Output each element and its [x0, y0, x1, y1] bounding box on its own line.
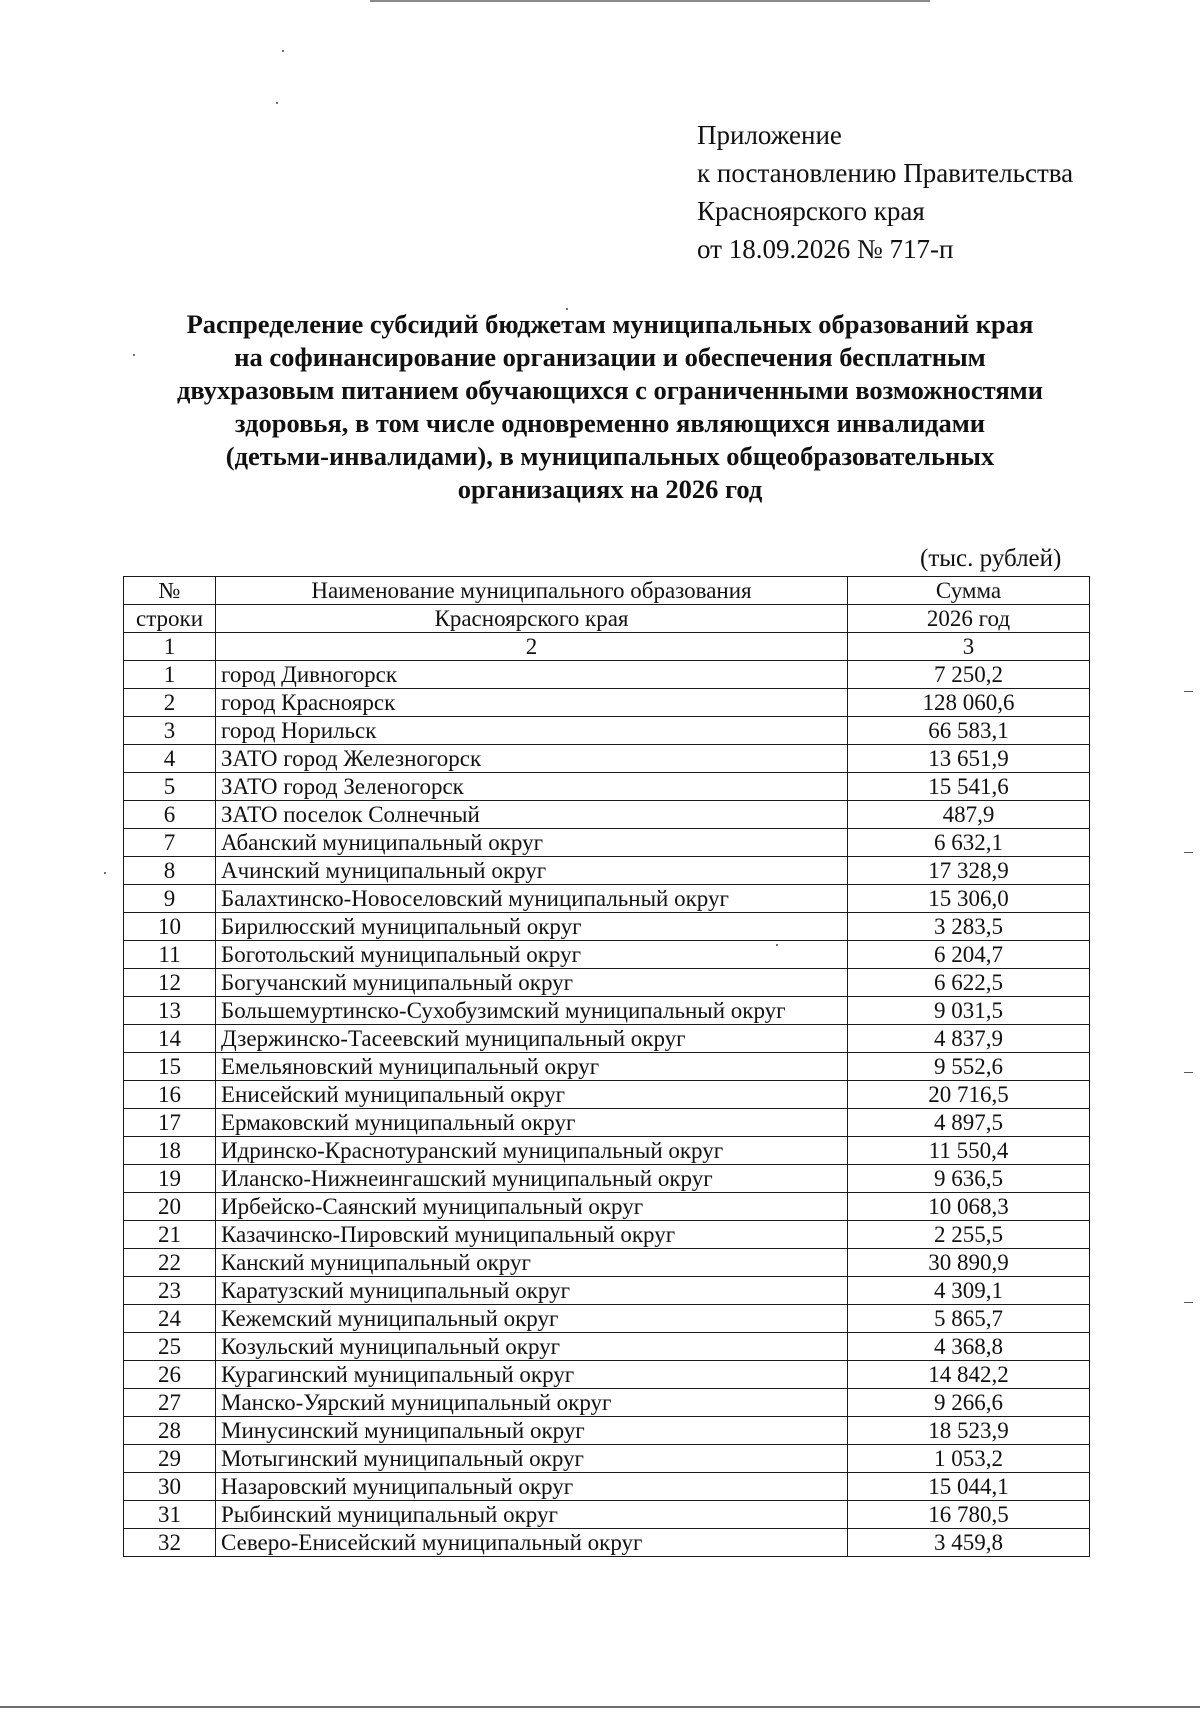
- municipality-name: Рыбинский муниципальный округ: [216, 1501, 848, 1529]
- row-number: 25: [124, 1333, 216, 1361]
- table-row: [124, 1501, 1090, 1529]
- row-number: 20: [124, 1193, 216, 1221]
- table-row: [124, 997, 1090, 1025]
- scan-speck: [104, 872, 106, 874]
- row-number: 29: [124, 1445, 216, 1473]
- subsidy-amount: 6 622,5: [848, 969, 1090, 997]
- municipality-name: Каратузский муниципальный округ: [216, 1277, 848, 1305]
- scan-speck: [276, 102, 278, 104]
- table-row: [124, 1277, 1090, 1305]
- table-row: [124, 885, 1090, 913]
- subsidy-amount: 487,9: [848, 801, 1090, 829]
- subsidy-amount: 66 583,1: [848, 717, 1090, 745]
- municipality-name: Идринско-Краснотуранский муниципальный округ: [216, 1137, 848, 1165]
- table-row: [124, 1109, 1090, 1137]
- municipality-name: город Дивногорск: [216, 661, 848, 689]
- subsidy-amount: 30 890,9: [848, 1249, 1090, 1277]
- municipality-name: Енисейский муниципальный округ: [216, 1081, 848, 1109]
- table-row: [124, 857, 1090, 885]
- margin-tick: [1184, 852, 1193, 853]
- row-number: 7: [124, 829, 216, 857]
- scan-edge-top: [370, 0, 930, 2]
- table-row: [124, 1361, 1090, 1389]
- document-title: [120, 308, 1100, 506]
- municipality-name: Казачинско-Пировский муниципальный округ: [216, 1221, 848, 1249]
- municipality-name: Минусинский муниципальный округ: [216, 1417, 848, 1445]
- municipality-name: Канский муниципальный округ: [216, 1249, 848, 1277]
- subsidy-amount: 13 651,9: [848, 745, 1090, 773]
- subsidy-amount: 4 897,5: [848, 1109, 1090, 1137]
- table-header-row: [124, 605, 1090, 633]
- table-row: [124, 661, 1090, 689]
- title-line: организациях на 2026 год: [457, 474, 763, 504]
- header-amount: 2026 год: [848, 605, 1090, 633]
- appendix-line: Приложение: [697, 120, 842, 150]
- column-number: 1: [124, 633, 216, 661]
- subsidy-amount: 15 541,6: [848, 773, 1090, 801]
- row-number: 26: [124, 1361, 216, 1389]
- header-row-number: №: [124, 577, 216, 605]
- row-number: 21: [124, 1221, 216, 1249]
- row-number: 24: [124, 1305, 216, 1333]
- subsidy-amount: 10 068,3: [848, 1193, 1090, 1221]
- subsidy-amount: 16 780,5: [848, 1501, 1090, 1529]
- subsidy-amount: 9 636,5: [848, 1165, 1090, 1193]
- row-number: 28: [124, 1417, 216, 1445]
- table-row: [124, 1193, 1090, 1221]
- row-number: 27: [124, 1389, 216, 1417]
- unit-note: (тыс. рублей): [920, 545, 1062, 572]
- table-row: [124, 913, 1090, 941]
- municipality-name: Иланско-Нижнеингашский муниципальный округ: [216, 1165, 848, 1193]
- municipality-name: Курагинский муниципальный округ: [216, 1361, 848, 1389]
- table-row: [124, 689, 1090, 717]
- municipality-name: город Норильск: [216, 717, 848, 745]
- table-row: [124, 941, 1090, 969]
- subsidy-amount: 5 865,7: [848, 1305, 1090, 1333]
- row-number: 3: [124, 717, 216, 745]
- scan-speck: [282, 50, 284, 52]
- table-row: [124, 1025, 1090, 1053]
- row-number: 30: [124, 1473, 216, 1501]
- table-row: [124, 1529, 1090, 1557]
- subsidy-amount: 4 837,9: [848, 1025, 1090, 1053]
- subsidy-amount: 4 368,8: [848, 1333, 1090, 1361]
- municipality-name: ЗАТО город Железногорск: [216, 745, 848, 773]
- table-row: [124, 1473, 1090, 1501]
- municipality-name: Манско-Уярский муниципальный округ: [216, 1389, 848, 1417]
- subsidy-amount: 7 250,2: [848, 661, 1090, 689]
- row-number: 11: [124, 941, 216, 969]
- margin-tick: [1184, 1302, 1193, 1303]
- table-row: [124, 1221, 1090, 1249]
- header-row-number: строки: [124, 605, 216, 633]
- subsidy-amount: 9 552,6: [848, 1053, 1090, 1081]
- header-municipality: Красноярского края: [216, 605, 848, 633]
- row-number: 16: [124, 1081, 216, 1109]
- table-row: [124, 1445, 1090, 1473]
- subsidy-amount: 15 044,1: [848, 1473, 1090, 1501]
- municipality-name: Ирбейско-Саянский муниципальный округ: [216, 1193, 848, 1221]
- subsidy-amount: 128 060,6: [848, 689, 1090, 717]
- subsidy-amount: 11 550,4: [848, 1137, 1090, 1165]
- subsidy-amount: 3 283,5: [848, 913, 1090, 941]
- municipality-name: ЗАТО поселок Солнечный: [216, 801, 848, 829]
- row-number: 2: [124, 689, 216, 717]
- table-row: [124, 1305, 1090, 1333]
- municipality-name: Емельяновский муниципальный округ: [216, 1053, 848, 1081]
- subsidy-amount: 15 306,0: [848, 885, 1090, 913]
- subsidy-amount: 9 031,5: [848, 997, 1090, 1025]
- subsidy-amount: 6 632,1: [848, 829, 1090, 857]
- table-row: [124, 1137, 1090, 1165]
- title-line: Распределение субсидий бюджетам муниципальных образований края: [186, 309, 1034, 339]
- row-number: 18: [124, 1137, 216, 1165]
- subsidy-amount: 18 523,9: [848, 1417, 1090, 1445]
- subsidy-amount: 17 328,9: [848, 857, 1090, 885]
- municipality-name: Мотыгинский муниципальный округ: [216, 1445, 848, 1473]
- row-number: 23: [124, 1277, 216, 1305]
- margin-tick: [1184, 691, 1193, 692]
- row-number: 32: [124, 1529, 216, 1557]
- appendix-line: к постановлению Правительства: [697, 158, 1074, 188]
- municipality-name: Кежемский муниципальный округ: [216, 1305, 848, 1333]
- column-numbers-row: [124, 633, 1090, 661]
- municipality-name: город Красноярск: [216, 689, 848, 717]
- table-row: [124, 801, 1090, 829]
- row-number: 13: [124, 997, 216, 1025]
- scan-edge-bottom: [0, 1706, 1200, 1708]
- table-row: [124, 829, 1090, 857]
- municipality-name: Ачинский муниципальный округ: [216, 857, 848, 885]
- appendix-block: [697, 116, 1073, 268]
- municipality-name: Бирилюсский муниципальный округ: [216, 913, 848, 941]
- row-number: 12: [124, 969, 216, 997]
- municipality-name: Ермаковский муниципальный округ: [216, 1109, 848, 1137]
- table-row: [124, 1417, 1090, 1445]
- table-row: [124, 969, 1090, 997]
- table-row: [124, 717, 1090, 745]
- column-number: 3: [848, 633, 1090, 661]
- table-row: [124, 1249, 1090, 1277]
- municipality-name: Дзержинско-Тасеевский муниципальный округ: [216, 1025, 848, 1053]
- subsidy-amount: 14 842,2: [848, 1361, 1090, 1389]
- row-number: 9: [124, 885, 216, 913]
- row-number: 14: [124, 1025, 216, 1053]
- row-number: 22: [124, 1249, 216, 1277]
- municipality-name: ЗАТО город Зеленогорск: [216, 773, 848, 801]
- subsidy-amount: 3 459,8: [848, 1529, 1090, 1557]
- subsidy-amount: 9 266,6: [848, 1389, 1090, 1417]
- municipality-name: Большемуртинско-Сухобузимский муниципальный округ: [216, 997, 848, 1025]
- row-number: 6: [124, 801, 216, 829]
- row-number: 17: [124, 1109, 216, 1137]
- table-row: [124, 1333, 1090, 1361]
- municipality-name: Северо-Енисейский муниципальный округ: [216, 1529, 848, 1557]
- title-line: (детьми-инвалидами), в муниципальных общеобразовательных: [225, 441, 995, 471]
- title-line: двухразовым питанием обучающихся с ограниченными возможностями: [176, 375, 1044, 405]
- row-number: 31: [124, 1501, 216, 1529]
- municipality-name: Абанский муниципальный округ: [216, 829, 848, 857]
- table-row: [124, 1081, 1090, 1109]
- appendix-line: от 18.09.2026 № 717-п: [697, 234, 954, 264]
- row-number: 19: [124, 1165, 216, 1193]
- subsidy-table: [123, 576, 1090, 1557]
- municipality-name: Назаровский муниципальный округ: [216, 1473, 848, 1501]
- table-header-row: [124, 577, 1090, 605]
- table-row: [124, 745, 1090, 773]
- subsidy-amount: 1 053,2: [848, 1445, 1090, 1473]
- subsidy-amount: 20 716,5: [848, 1081, 1090, 1109]
- subsidy-amount: 2 255,5: [848, 1221, 1090, 1249]
- table-row: [124, 1389, 1090, 1417]
- municipality-name: Козульский муниципальный округ: [216, 1333, 848, 1361]
- subsidy-amount: 4 309,1: [848, 1277, 1090, 1305]
- header-municipality: Наименование муниципального образования: [216, 577, 848, 605]
- row-number: 1: [124, 661, 216, 689]
- table-row: [124, 1165, 1090, 1193]
- municipality-name: Богучанский муниципальный округ: [216, 969, 848, 997]
- title-line: здоровья, в том числе одновременно являющихся инвалидами: [234, 408, 986, 438]
- table-row: [124, 773, 1090, 801]
- appendix-line: Красноярского края: [697, 196, 925, 226]
- row-number: 4: [124, 745, 216, 773]
- row-number: 10: [124, 913, 216, 941]
- margin-tick: [1184, 1072, 1193, 1073]
- header-amount: Сумма: [848, 577, 1090, 605]
- column-number: 2: [216, 633, 848, 661]
- row-number: 5: [124, 773, 216, 801]
- municipality-name: Балахтинско-Новоселовский муниципальный округ: [216, 885, 848, 913]
- subsidy-amount: 6 204,7: [848, 941, 1090, 969]
- municipality-name: Боготольский муниципальный округ: [216, 941, 848, 969]
- row-number: 8: [124, 857, 216, 885]
- table-row: [124, 1053, 1090, 1081]
- row-number: 15: [124, 1053, 216, 1081]
- title-line: на софинансирование организации и обеспечения бесплатным: [234, 342, 986, 372]
